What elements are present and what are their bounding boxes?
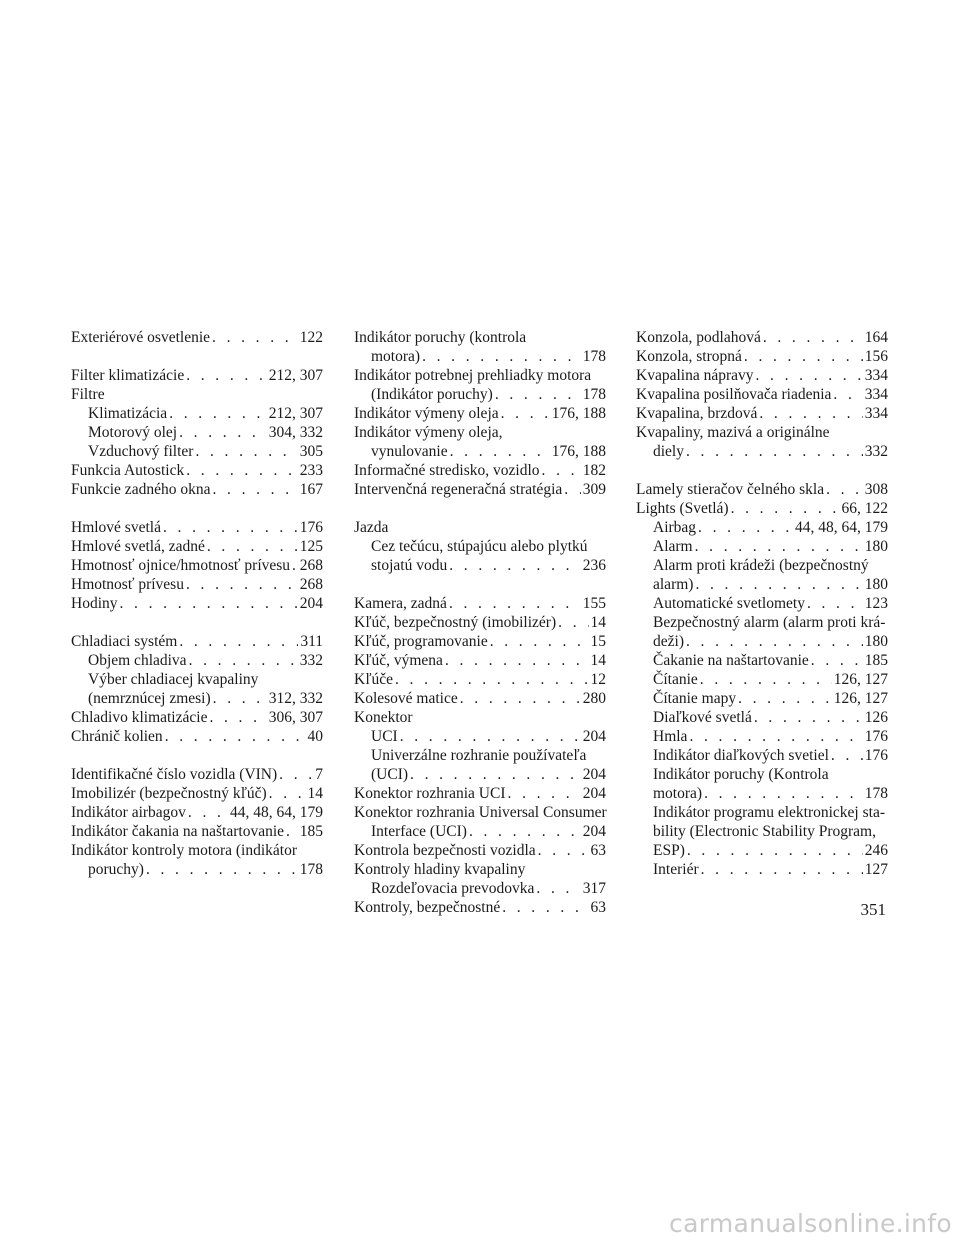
index-entry <box>354 898 606 917</box>
dot-leader <box>449 556 581 575</box>
dot-leader <box>701 860 863 879</box>
entry-page-ref: 176 <box>299 519 323 536</box>
entry-term: Hmotnosť ojnice/hmotnosť prívesu <box>71 557 291 574</box>
index-entry <box>636 442 888 461</box>
dot-leader <box>495 385 581 404</box>
entry-page-ref: 178 <box>864 785 888 802</box>
index-entry <box>71 689 323 708</box>
index-entry <box>636 347 888 366</box>
dot-leader <box>536 879 580 898</box>
entry-page-ref: 156 <box>864 348 888 365</box>
entry-term: Kľúče <box>354 671 393 688</box>
dot-leader <box>286 822 298 841</box>
entry-term: Chránič kolien <box>71 728 163 745</box>
entry-spacer <box>71 613 323 632</box>
dot-leader <box>807 594 863 613</box>
entry-term: Konzola, podlahová <box>636 329 761 346</box>
entry-page-ref: 176 <box>864 728 888 745</box>
index-entry <box>636 841 888 860</box>
entry-page-ref: 155 <box>582 595 606 612</box>
entry-term: diely <box>653 443 684 460</box>
index-entry <box>636 860 888 879</box>
dot-leader <box>687 841 863 860</box>
index-entry <box>354 841 606 860</box>
entry-page-ref: 14 <box>307 785 323 802</box>
entry-page-ref: 176, 188 <box>551 443 606 460</box>
entry-term: Hodiny <box>71 595 118 612</box>
index-entry <box>636 651 888 670</box>
dot-leader <box>759 404 862 423</box>
index-entry <box>71 461 323 480</box>
entry-page-ref: 236 <box>582 557 606 574</box>
dot-leader <box>689 727 862 746</box>
index-heading: Indikátor výmeny oleja, <box>354 424 503 441</box>
entry-page-ref: 14 <box>590 652 606 669</box>
index-entry <box>354 556 606 575</box>
dot-leader <box>686 442 863 461</box>
entry-term: Funkcia Autostick <box>71 462 185 479</box>
index-heading: Alarm proti krádeži (bezpečnostný <box>653 557 869 574</box>
entry-page-ref: 305 <box>299 443 323 460</box>
index-entry <box>354 632 606 651</box>
dot-leader <box>445 651 589 670</box>
dot-leader <box>538 841 589 860</box>
index-entry <box>71 518 323 537</box>
index-heading: Jazda <box>354 519 389 536</box>
index-entry <box>636 328 888 347</box>
dot-leader <box>212 480 297 499</box>
entry-page-ref: 306, 307 <box>268 709 323 726</box>
entry-page-ref: 334 <box>864 405 888 422</box>
index-entry <box>354 727 606 746</box>
entry-page-ref: 176 <box>864 747 888 764</box>
entry-page-ref: 185 <box>299 823 323 840</box>
index-entry <box>71 803 323 822</box>
entry-page-ref: 280 <box>582 690 606 707</box>
entry-page-ref: 180 <box>864 633 888 650</box>
entry-page-ref: 233 <box>299 462 323 479</box>
index-entry <box>354 651 606 670</box>
entry-term: Čakanie na naštartovanie <box>653 652 809 669</box>
entry-page-ref: 12 <box>590 671 606 688</box>
entry-term: Indikátor výmeny oleja <box>354 405 499 422</box>
index-heading: Indikátor poruchy (kontrola <box>354 329 527 346</box>
entry-page-ref: 317 <box>582 880 606 897</box>
dot-leader <box>731 499 840 518</box>
dot-leader <box>169 404 267 423</box>
dot-leader <box>186 575 298 594</box>
dot-leader <box>186 461 298 480</box>
entry-term: Intervenčná regeneračná stratégia <box>354 481 563 498</box>
entry-term: Chladivo klimatizácie <box>71 709 208 726</box>
entry-page-ref: 268 <box>299 557 323 574</box>
index-entry <box>354 461 606 480</box>
entry-spacer <box>354 575 606 594</box>
entry-term: Kamera, zadná <box>354 595 447 612</box>
index-entry <box>636 594 888 613</box>
entry-term: motora) <box>653 785 703 802</box>
dot-leader <box>704 784 863 803</box>
dot-leader <box>400 727 581 746</box>
entry-term: alarm) <box>653 576 694 593</box>
index-entry <box>71 480 323 499</box>
index-entry <box>636 670 888 689</box>
entry-term: Kontroly, bezpečnostné <box>354 899 501 916</box>
index-entry <box>354 613 606 632</box>
entry-term: Kľúč, programovanie <box>354 633 488 650</box>
index-heading: Indikátor poruchy (Kontrola <box>653 766 829 783</box>
index-column-1 <box>71 328 323 879</box>
entry-page-ref: 176, 188 <box>551 405 606 422</box>
entry-page-ref: 126, 127 <box>833 690 888 707</box>
index-heading: Kvapaliny, mazivá a originálne <box>636 424 830 441</box>
entry-page-ref: 66, 122 <box>841 500 888 517</box>
dot-leader <box>450 442 550 461</box>
entry-term: Interiér <box>653 861 699 878</box>
entry-term: motora) <box>371 348 421 365</box>
index-entry <box>71 404 323 423</box>
entry-page-ref: 126, 127 <box>833 671 888 688</box>
index-heading: Konektor <box>354 709 413 726</box>
entry-term: UCI <box>371 728 398 745</box>
entry-spacer <box>71 499 323 518</box>
index-entry <box>71 537 323 556</box>
dot-leader <box>179 423 267 442</box>
dot-leader <box>833 385 862 404</box>
index-entry <box>636 499 888 518</box>
index-entry <box>354 442 606 461</box>
entry-term: Konektor rozhrania UCI <box>354 785 506 802</box>
dot-leader <box>501 404 550 423</box>
entry-page-ref: 178 <box>299 861 323 878</box>
entry-term: Automatické svetlomety <box>653 595 805 612</box>
entry-term: Identifikačné číslo vozidla (VIN) <box>71 766 278 783</box>
dot-leader <box>279 765 313 784</box>
entry-page-ref: 185 <box>864 652 888 669</box>
dot-leader <box>754 708 863 727</box>
index-heading: Bezpečnostný alarm (alarm proti krá- <box>653 614 886 631</box>
dot-leader <box>120 594 298 613</box>
entry-term: Hmla <box>653 728 688 745</box>
entry-term: Kvapalina posilňovača riadenia <box>636 386 832 403</box>
entry-term: Hmlové svetlá, zadné <box>71 538 205 555</box>
dot-leader <box>460 689 581 708</box>
entry-page-ref: 40 <box>307 728 323 745</box>
entry-term: Kontrola bezpečnosti vozidla <box>354 842 536 859</box>
index-entry <box>636 537 888 556</box>
index-entry <box>636 480 888 499</box>
entry-term: Alarm <box>653 538 693 555</box>
entry-term: Hmotnosť prívesu <box>71 576 184 593</box>
entry-page-ref: 204 <box>299 595 323 612</box>
index-heading: Cez tečúcu, stúpajúcu alebo plytkú <box>371 538 588 555</box>
entry-page-ref: 334 <box>864 367 888 384</box>
entry-term: Lights (Svetlá) <box>636 500 729 517</box>
index-heading: Filtre <box>71 386 105 403</box>
index-entry <box>636 404 888 423</box>
index-heading: bility (Electronic Stability Program, <box>653 823 876 840</box>
entry-term: Interface (UCI) <box>371 823 467 840</box>
index-entry <box>71 575 323 594</box>
dot-leader <box>179 632 298 651</box>
dot-leader <box>212 328 298 347</box>
entry-term: (Indikátor poruchy) <box>371 386 493 403</box>
entry-page-ref: 63 <box>590 842 606 859</box>
index-entry <box>71 708 323 727</box>
index-entry <box>354 822 606 841</box>
entry-term: Rozdeľovacia prevodovka <box>371 880 535 897</box>
entry-term: poruchy) <box>88 861 144 878</box>
index-entry <box>71 822 323 841</box>
entry-page-ref: 204 <box>582 766 606 783</box>
index-entry <box>636 708 888 727</box>
entry-term: (UCI) <box>371 766 409 783</box>
index-entry <box>636 727 888 746</box>
dot-leader <box>831 746 863 765</box>
index-entry <box>636 746 888 765</box>
index-entry <box>71 442 323 461</box>
entry-term: Lamely stieračov čelného skla <box>636 481 825 498</box>
dot-leader <box>209 708 266 727</box>
index-entry <box>71 328 323 347</box>
entry-page-ref: 312, 332 <box>268 690 323 707</box>
entry-term: Indikátor čakania na naštartovanie <box>71 823 285 840</box>
index-entry <box>636 632 888 651</box>
dot-leader <box>558 613 588 632</box>
index-entry <box>71 727 323 746</box>
entry-spacer <box>354 499 606 518</box>
entry-page-ref: 167 <box>299 481 323 498</box>
entry-term: Motorový olej <box>88 424 178 441</box>
dot-leader <box>163 518 298 537</box>
index-entry <box>636 784 888 803</box>
entry-page-ref: 180 <box>864 538 888 555</box>
index-column-3 <box>636 328 888 879</box>
index-entry <box>354 404 606 423</box>
entry-term: Exteriérové osvetlenie <box>71 329 211 346</box>
entry-page-ref: 311 <box>300 633 323 650</box>
dot-leader <box>744 347 863 366</box>
entry-page-ref: 268 <box>299 576 323 593</box>
entry-spacer <box>71 746 323 765</box>
entry-page-ref: 126 <box>864 709 888 726</box>
index-entry <box>354 765 606 784</box>
entry-term: deži) <box>653 633 684 650</box>
dot-leader <box>695 575 862 594</box>
index-entry <box>354 385 606 404</box>
dot-leader <box>269 784 306 803</box>
entry-page-ref: 180 <box>864 576 888 593</box>
entry-term: ESP) <box>653 842 685 859</box>
entry-term: Indikátor airbagov <box>71 804 186 821</box>
entry-term: Kvapalina nápravy <box>636 367 754 384</box>
index-entry <box>71 651 323 670</box>
dot-leader <box>738 689 832 708</box>
entry-page-ref: 122 <box>299 329 323 346</box>
dot-leader <box>756 366 863 385</box>
entry-page-ref: 334 <box>864 386 888 403</box>
entry-term: vynulovanie <box>371 443 448 460</box>
entry-page-ref: 178 <box>582 386 606 403</box>
dot-leader <box>186 366 267 385</box>
index-entry <box>636 518 888 537</box>
entry-page-ref: 123 <box>864 595 888 612</box>
dot-leader <box>213 689 267 708</box>
entry-page-ref: 178 <box>582 348 606 365</box>
entry-page-ref: 44, 48, 64, 179 <box>795 519 888 536</box>
entry-term: Imobilizér (bezpečnostný kľúč) <box>71 785 267 802</box>
dot-leader <box>410 765 581 784</box>
index-entry <box>354 879 606 898</box>
entry-term: Hmlové svetlá <box>71 519 161 536</box>
watermark: carmanualsonline.info <box>669 1209 952 1238</box>
entry-page-ref: 309 <box>582 481 606 498</box>
entry-term: stojatú vodu <box>371 557 448 574</box>
dot-leader <box>189 651 298 670</box>
dot-leader <box>502 898 588 917</box>
dot-leader <box>542 461 581 480</box>
dot-leader <box>469 822 581 841</box>
entry-term: Čítanie mapy <box>653 690 737 707</box>
index-entry <box>354 480 606 499</box>
dot-leader <box>508 784 581 803</box>
index-entry <box>354 784 606 803</box>
index-entry <box>71 765 323 784</box>
dot-leader <box>207 537 298 556</box>
index-entry <box>354 594 606 613</box>
index-entry <box>354 689 606 708</box>
index-entry <box>71 632 323 651</box>
entry-page-ref: 332 <box>864 443 888 460</box>
entry-term: Diaľkové svetlá <box>653 709 752 726</box>
dot-leader <box>695 537 863 556</box>
dot-leader <box>700 670 832 689</box>
index-entry <box>71 366 323 385</box>
dot-leader <box>449 594 581 613</box>
dot-leader <box>698 518 793 537</box>
index-entry <box>71 860 323 879</box>
index-entry <box>354 670 606 689</box>
index-heading: Indikátor programu elektronickej sta- <box>653 804 885 821</box>
entry-term: Kolesové matice <box>354 690 458 707</box>
entry-spacer <box>71 347 323 366</box>
entry-page-ref: 127 <box>864 861 888 878</box>
entry-term: Kľúč, bezpečnostný (imobilizér) <box>354 614 557 631</box>
index-entry <box>636 366 888 385</box>
entry-term: Čítanie <box>653 671 698 688</box>
entry-term: Kľúč, výmena <box>354 652 443 669</box>
index-heading: Kontroly hladiny kvapaliny <box>354 861 526 878</box>
index-column-2 <box>354 328 606 917</box>
entry-term: Objem chladiva <box>88 652 187 669</box>
index-heading: Univerzálne rozhranie používateľa <box>371 747 587 764</box>
entry-term: Konzola, stropná <box>636 348 742 365</box>
entry-term: Vzduchový filter <box>88 443 194 460</box>
dot-leader <box>395 670 589 689</box>
index-entry <box>636 575 888 594</box>
entry-term: Airbag <box>653 519 697 536</box>
entry-page-ref: 204 <box>582 785 606 802</box>
index-entry <box>71 423 323 442</box>
dot-leader <box>292 556 298 575</box>
entry-term: Klimatizácia <box>88 405 168 422</box>
index-heading: Indikátor potrebnej prehliadky motora <box>354 367 592 384</box>
index-heading: Konektor rozhrania Universal Consumer <box>354 804 607 821</box>
dot-leader <box>686 632 863 651</box>
entry-page-ref: 304, 332 <box>268 424 323 441</box>
index-entry <box>354 347 606 366</box>
entry-term: Filter klimatizácie <box>71 367 185 384</box>
entry-page-ref: 14 <box>590 614 606 631</box>
index-entry <box>71 556 323 575</box>
entry-page-ref: 63 <box>590 899 606 916</box>
index-entry <box>636 385 888 404</box>
dot-leader <box>811 651 863 670</box>
dot-leader <box>146 860 298 879</box>
entry-page-ref: 7 <box>315 766 323 783</box>
dot-leader <box>826 480 863 499</box>
index-entry <box>71 784 323 803</box>
entry-page-ref: 332 <box>299 652 323 669</box>
entry-term: Kvapalina, brzdová <box>636 405 758 422</box>
dot-leader <box>564 480 580 499</box>
entry-term: (nemrznúcej zmesi) <box>88 690 211 707</box>
entry-spacer <box>636 461 888 480</box>
index-entry <box>636 689 888 708</box>
dot-leader <box>763 328 863 347</box>
index-heading: Indikátor kontroly motora (indikátor <box>71 842 297 859</box>
entry-page-ref: 182 <box>582 462 606 479</box>
dot-leader <box>165 727 306 746</box>
entry-term: Funkcie zadného okna <box>71 481 211 498</box>
dot-leader <box>188 803 228 822</box>
entry-page-ref: 204 <box>582 728 606 745</box>
entry-page-ref: 212, 307 <box>268 405 323 422</box>
entry-page-ref: 125 <box>299 538 323 555</box>
page-number: 351 <box>860 900 886 919</box>
entry-term: Indikátor diaľkových svetiel <box>653 747 829 764</box>
entry-page-ref: 246 <box>864 842 888 859</box>
index-entry <box>71 594 323 613</box>
entry-page-ref: 15 <box>590 633 606 650</box>
entry-page-ref: 308 <box>864 481 888 498</box>
entry-page-ref: 212, 307 <box>268 367 323 384</box>
index-heading: Výber chladiacej kvapaliny <box>88 671 259 688</box>
dot-leader <box>490 632 589 651</box>
dot-leader <box>422 347 581 366</box>
dot-leader <box>195 442 297 461</box>
entry-term: Chladiaci systém <box>71 633 178 650</box>
entry-page-ref: 164 <box>864 329 888 346</box>
entry-page-ref: 44, 48, 64, 179 <box>230 804 323 821</box>
entry-term: Informačné stredisko, vozidlo <box>354 462 540 479</box>
entry-page-ref: 204 <box>582 823 606 840</box>
